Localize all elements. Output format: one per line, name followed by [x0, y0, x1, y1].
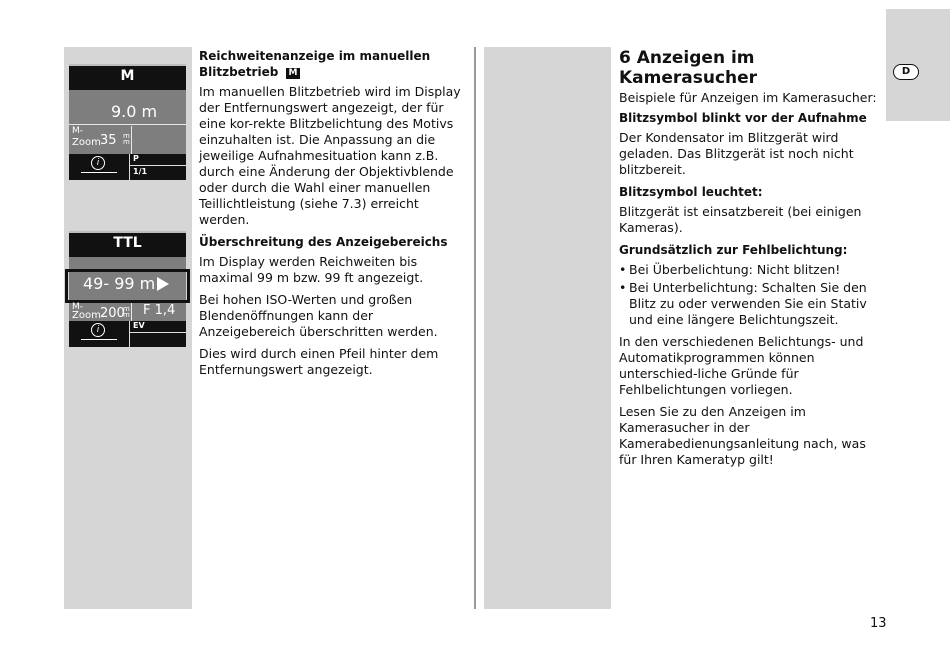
page-number: 13 [870, 616, 887, 631]
info-icon: i [91, 323, 105, 337]
zoom-label-1: M- [72, 302, 84, 312]
left-text-column [199, 48, 469, 384]
exposure-error-list [619, 262, 881, 328]
list-item: • Bei Überbelichtung: Nicht blitzen! [619, 262, 881, 278]
column-divider [474, 47, 476, 609]
display-mode-label: M [69, 64, 186, 90]
paragraph-max-range: Im Display werden Reichweiten bis maximal 99 m bzw. 99 ft angezeigt. [199, 254, 424, 285]
zoom-value: 35 [100, 133, 117, 148]
zoom-label-2: Zoom [72, 137, 101, 148]
zoom-unit: mm [123, 132, 130, 146]
mode-p-label: P [133, 154, 139, 163]
display-ttl-mode [69, 231, 186, 347]
paragraph-manual-range: Im manuellen Blitzbetrieb wird im Display der Entfernungswert angezeigt, der für eine kor-rekte Blitzbelichtung des Motivs einzuhalten ist. Die Anpassung an die jeweilige Aufnahmesituation kann z.B. durch eine Änderung der Objektivblende oder durch die Wahl einer manuellen Teillichtleistung (siehe 7.3) erreicht werden. [199, 84, 461, 227]
info-icon: i [91, 156, 105, 170]
heading-exposure-errors: Grundsätzlich zur Fehlbelichtung: [619, 243, 848, 257]
display-mode-label: TTL [69, 231, 186, 257]
manual-mode-badge: M [286, 68, 301, 79]
heading-range-exceeded: Überschreitung des Anzeigebereichs [199, 235, 448, 249]
aperture-value: F 1,4 [143, 303, 176, 318]
zoom-label-2: Zoom [72, 310, 101, 321]
intro-text: Beispiele für Anzeigen im Kamerasucher: [619, 90, 877, 105]
heading-flash-blinks: Blitzsymbol blinkt vor der Aufnahme [619, 111, 867, 125]
section-title: 6 Anzeigen im Kamerasucher [619, 48, 758, 88]
heading-manual-range: Reichweitenanzeige im manuellen Blitzbetrieb M [199, 49, 431, 79]
paragraph-arrow: Dies wird durch einen Pfeil hinter dem Entfernungswert angezeigt. [199, 346, 439, 377]
zoom-label-1: M- [72, 126, 84, 136]
ev-label: EV [133, 321, 145, 330]
list-item: • Bei Unterbelichtung: Schalten Sie den Blitz zu oder verwenden Sie ein Stativ und eine längere Belichtungszeit. [619, 280, 881, 328]
triangle-right-icon [157, 277, 169, 291]
paragraph-flash-blinks: Der Kondensator im Blitzgerät wird geladen. Das Blitzgerät ist noch nicht blitzbereit. [619, 130, 854, 177]
zoom-unit: mm [123, 305, 130, 319]
distance-readout: 49- 99 m [83, 274, 156, 293]
right-gray-column [484, 47, 611, 609]
heading-flash-lit: Blitzsymbol leuchtet: [619, 185, 763, 199]
language-badge: D [893, 64, 919, 80]
distance-readout: 9.0 m [111, 102, 158, 121]
paragraph-read-manual: Lesen Sie zu den Anzeigen im Kamerasucher in der Kamerabedienungsanleitung nach, was für Ihren Kameratyp gilt! [619, 404, 866, 467]
power-level: 1/1 [133, 167, 148, 176]
paragraph-flash-lit: Blitzgerät ist einsatzbereit (bei einigen Kameras). [619, 204, 862, 235]
zoom-value: 200 [100, 306, 125, 321]
right-text-column [619, 48, 881, 474]
display-screen [69, 257, 186, 321]
display-screen [69, 90, 186, 154]
display-manual-mode [69, 64, 186, 180]
paragraph-programs: In den verschiedenen Belichtungs- und Automatikprogrammen können unterschied-liche Gründe für Fehlbelichtungen vorliegen. [619, 334, 864, 397]
paragraph-high-iso: Bei hohen ISO-Werten und großen Blendenöffnungen kann der Anzeigebereich überschritten werden. [199, 292, 438, 339]
